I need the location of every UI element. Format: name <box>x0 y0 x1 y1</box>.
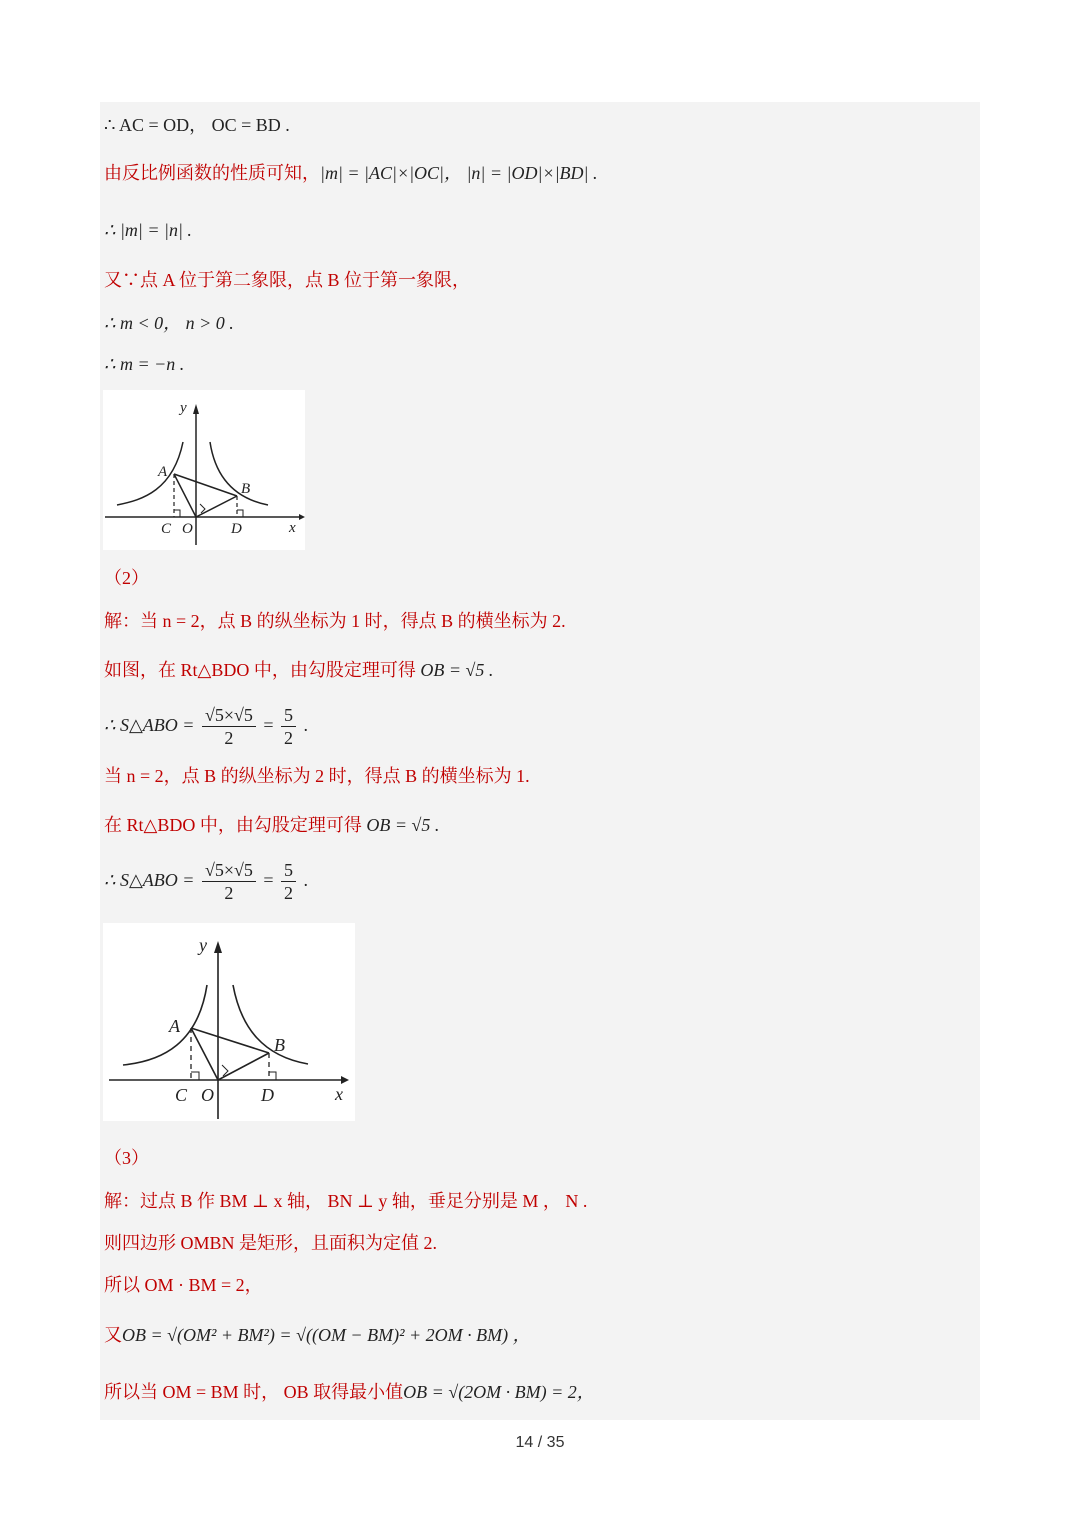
segment-ob <box>218 1053 269 1080</box>
right-branch-curve <box>210 442 268 505</box>
y-axis-arrow <box>214 941 222 953</box>
text-line-8: 如图，在 Rt△BDO 中，由勾股定理可得 OB = √5 . <box>104 660 494 680</box>
text-line-15: 所以 OM · BM = 2， <box>104 1275 263 1295</box>
label-c: C <box>161 521 172 537</box>
area-formula-2: ∴ S△ABO = $\frac{√5\times√5}{2}$ = $\frac{5}{2}$ . <box>104 860 309 904</box>
label-a: A <box>158 464 168 480</box>
label-o: O <box>182 521 193 537</box>
label-d: D <box>231 521 242 537</box>
area-formula-1: ∴ S△ABO = $\frac{√5\times√5}{2}$ = $\frac{5}{2}$ . <box>104 705 309 749</box>
right-angle-d <box>237 510 243 517</box>
figure-2 <box>103 923 355 1121</box>
label-b: B <box>241 481 251 497</box>
text-line-7: 解：当 n = 2，点 B 的纵坐标为 1 时，得点 B 的横坐标为 2. <box>104 611 566 631</box>
text-line-17: 所以当 OM = BM 时， OB 取得最小值OB = √(2OM · BM) = 2， <box>104 1382 595 1402</box>
right-angle-c <box>174 510 180 517</box>
solution-panel <box>100 102 980 1420</box>
text-line-11: 在 Rt△BDO 中，由勾股定理可得 OB = √5 . <box>104 815 440 835</box>
label-a: A <box>169 1016 180 1036</box>
text-line-14: 则四边形 OMBN 是矩形，且面积为定值 2. <box>104 1233 438 1253</box>
text-line-5: ∴ m < 0， n > 0 . <box>104 313 234 333</box>
text-line-10: 当 n = 2，点 B 的纵坐标为 2 时，得点 B 的横坐标为 1. <box>104 766 530 786</box>
label-y: y <box>180 400 187 416</box>
text-line-2: 由反比例函数的性质可知，|m| = |AC|×|OC|， |n| = |OD|×|BD| . <box>104 163 598 183</box>
text-line-13: 解：过点 B 作 BM ⊥ x 轴， BN ⊥ y 轴，垂足分别是 M ， N . <box>104 1191 588 1211</box>
figure-1-svg <box>103 390 305 550</box>
figure-1 <box>103 390 305 550</box>
label-o: O <box>201 1085 214 1105</box>
label-x: x <box>289 520 296 536</box>
y-axis-arrow <box>193 404 199 414</box>
fraction-2: $\frac{5}{2}$ <box>281 704 296 749</box>
fraction-4: $\frac{5}{2}$ <box>281 859 296 904</box>
label-y: y <box>199 935 207 955</box>
part-3-heading: （3） <box>104 1148 149 1168</box>
right-branch-curve <box>233 985 308 1064</box>
x-axis-arrow <box>341 1076 349 1084</box>
text-line-16: 又OB = √(OM² + BM²) = √((OM − BM)² + 2OM · BM) ， <box>104 1325 531 1345</box>
label-d: D <box>261 1085 274 1105</box>
fraction-3: $\frac{√5\times√5}{2}$ <box>202 859 256 904</box>
right-angle-o <box>200 504 205 513</box>
text-line-4: 又∵点 A 位于第二象限，点 B 位于第一象限， <box>104 270 471 290</box>
text-line-6: ∴ m = −n . <box>104 354 185 374</box>
page-number: 14 / 35 <box>515 1434 565 1451</box>
text-line-3: ∴ |m| = |n| . <box>104 220 192 240</box>
x-axis-arrow <box>299 514 305 520</box>
figure-2-svg <box>103 923 355 1121</box>
right-angle-d <box>269 1072 276 1080</box>
text-line-1: ∴ AC = OD， OC = BD . <box>104 115 290 135</box>
part-2-heading: （2） <box>104 568 149 588</box>
label-b: B <box>274 1035 285 1055</box>
left-branch-curve <box>117 442 183 505</box>
left-branch-curve <box>123 985 207 1065</box>
label-c: C <box>175 1085 188 1105</box>
label-x: x <box>335 1084 343 1104</box>
fraction-1: $\frac{√5\times√5}{2}$ <box>202 704 256 749</box>
right-angle-c <box>191 1072 199 1080</box>
